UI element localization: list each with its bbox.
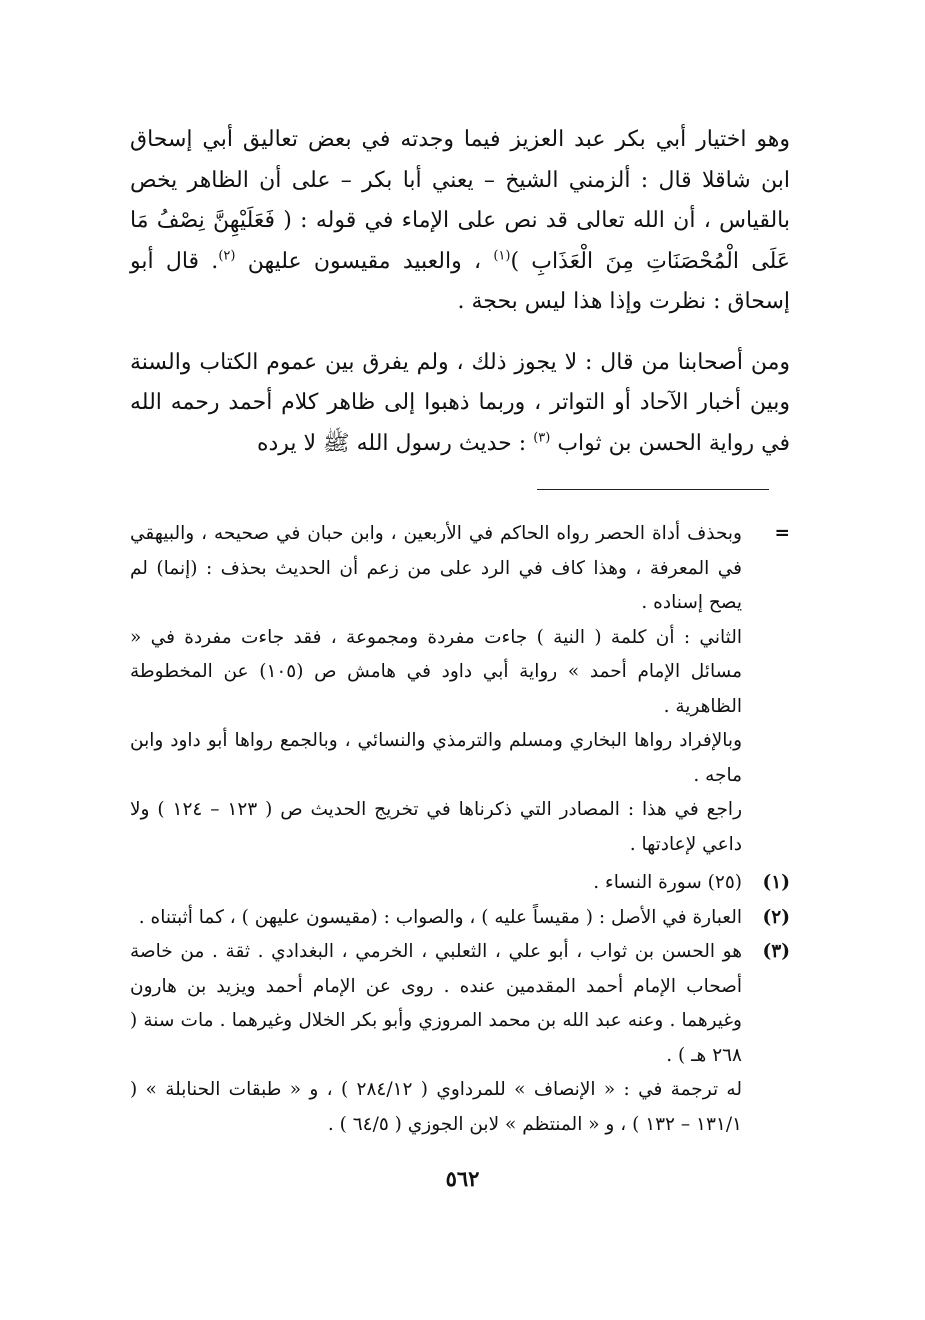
footnote-number: (١) [762,872,790,893]
paragraph-1-text-c: . قال أبو إسحاق : نظرت وإذا هذا ليس بحجة . [130,248,790,314]
footnote-refer [130,793,790,862]
footnote-text: (٢٥) سورة النساء . [593,872,742,893]
main-paragraph-1 [130,120,790,323]
footnote-number: (٢) [762,906,790,928]
footnote-translation [130,1073,790,1142]
paragraph-2-text-b: : حديث رسول الله ﷺ لا يرده [256,430,534,456]
main-paragraph-2 [130,343,790,465]
footnote-divider [537,489,769,490]
footnote-ref-3: (٣) [533,430,551,446]
paragraph-1-text-b: ، والعبيد مقيسون عليهن [235,248,494,274]
footnote-item [130,901,790,936]
footnote-second [130,621,790,725]
footnote-item [130,866,790,901]
footnote-item [130,935,790,1073]
continuation-mark: = [774,523,790,544]
second-text: الثاني : أن كلمة ( النية ) جاءت مفردة ومجموعة ، فقد جاءت مفردة في « مسائل الإمام أحمد » رواية أبي داود في هامش ص (١٠٥) عن المخطوطة الظاهرية . [130,626,743,717]
footnote-ref-2: (٢) [218,248,236,264]
continuation-text: وبحذف أداة الحصر رواه الحاكم في الأربعين ، وابن حبان في صحيحه ، والبيهقي في المعرفة ، وهذا كاف في الرد على من زعم أن الحديث بحذف : (إنما) لم يصح إسناده . [130,523,742,613]
footnote-plural [130,724,790,793]
footnote-text: العبارة في الأصل : ( مقيساً عليه ) ، والصواب : (مقيسون عليهن ) ، كما أثبتناه . [138,906,742,928]
translation-text: له ترجمة في : « الإنصاف » للمرداوي ( ٢٨٤/١٢ ) ، و « طبقات الحنابلة » ( ١٣١/١ – ١٣٢ ) ، و « المنتظم » لابن الجوزي ( ٦٤/٥ ) . [130,1079,742,1135]
footnote-number: (٣) [762,941,790,962]
footnote-ref-1: (١) [493,248,511,264]
footnote-continuation [130,517,790,621]
paragraph-1-text: وهو اختيار أبي بكر عبد العزيز فيما وجدته في بعض تعاليق أبي إسحاق ابن شاقلا قال : ألزمني الشيخ – يعني أبا بكر – على أن الظاهر يخص بالقياس ، أن الله تعالى قد نص على الإماء في قوله : ( فَعَلَيْهِنَّ نِصْفُ مَا عَلَى الْمُحْصَنَاتِ مِنَ الْعَذَابِ ) [130,127,790,274]
footnote-text: هو الحسن بن ثواب ، أبو علي ، الثعلبي ، الخرمي ، البغدادي . ثقة . من خاصة أصحاب الإمام أحمد المقدمين عنده . روى عن الإمام أحمد ويزيد بن هارون وغيرهما . وعنه عبد الله بن محمد المروزي وأبو بكر الخلال وغيرهما . مات سنة ( ٢٦٨ هـ ) . [130,941,742,1066]
plural-text: وبالإفراد رواها البخاري ومسلم والترمذي والنسائي ، وبالجمع رواها أبو داود وابن ماجه . [130,730,742,786]
refer-text: راجع في هذا : المصادر التي ذكرناها في تخريج الحديث ص ( ١٢٣ – ١٢٤ ) ولا داعي لإعادتها . [130,799,743,855]
footnotes [130,517,790,1142]
main-text [130,120,790,464]
page-number: ٥٦٢ [445,1166,480,1191]
paragraph-2-text: ومن أصحابنا من قال : لا يجوز ذلك ، ولم يفرق بين عموم الكتاب والسنة وبين أخبار الآحاد أو التواتر ، وربما ذهبوا إلى ظاهر كلام أحمد رحمه الله في رواية الحسن بن ثواب [130,349,790,456]
